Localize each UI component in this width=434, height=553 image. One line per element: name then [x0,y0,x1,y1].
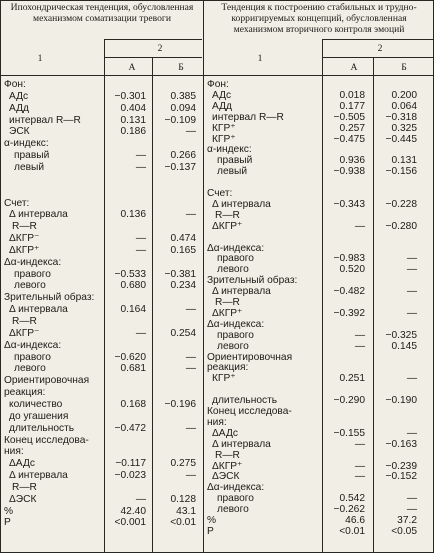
left-row-17-value-a: 0.680 [120,280,146,292]
left-ab-rule [104,57,202,58]
left-row-15-label: Δα-индекса: [4,256,62,268]
left-row-7-value-b: −0.137 [164,161,196,173]
left-row-35-value-a: — [135,493,146,505]
right-row-7-label: правый [217,155,253,167]
right-row-16-label: правого [217,253,254,265]
right-row-11-value-a: −0.343 [333,198,365,210]
right-row-10-label: Счет: [207,188,233,199]
right-row-4-value-a: 0.257 [339,122,365,134]
left-row-6-value-b: 0.266 [170,150,196,162]
right-row-4-value-b: 0.325 [391,122,417,134]
right-row-38-value-b: — [406,493,417,505]
right-row-5-value-a: −0.475 [333,133,365,145]
left-row-29-value-a: −0.472 [114,422,146,434]
left-row-2-label: АДд [9,102,29,114]
left-row-14-value-a: — [135,244,146,256]
left-row-23-label: правого [14,351,51,363]
left-row-35-label: ΔЭСК [9,493,37,505]
right-row-36-value-a: — [354,471,365,483]
left-row-29-label: длительность [9,422,75,434]
left-row-33-label: Δ интервала [9,470,68,482]
right-row-23-label: правого [217,329,254,341]
right-row-24-value-b: 0.145 [391,340,417,352]
left-row-3-value-b: −0.109 [164,114,196,126]
right-row-13-value-b: −0.280 [385,220,417,232]
right-row-23-value-a: — [354,329,365,341]
right-row-17-value-b: — [406,264,417,276]
left-row-23-value-a: −0.620 [114,351,146,363]
right-row-19-label: Δ интервала [212,286,271,298]
right-row-25-label: Ориентировочная [207,351,293,363]
left-row-19-label: Δ интервала [9,304,68,316]
right-row-2-value-b: 0.064 [391,100,417,112]
left-row-14-value-b: 0.165 [170,244,196,256]
top-rule [0,0,434,1]
right-row-29-value-b: −0.190 [385,395,417,407]
left-ab-divider [152,57,153,553]
left-row-10-label: Счет: [4,197,30,209]
left-group-title: Ипохондрическая тенденция, обусловленная механизмом соматизации тревоги [10,2,194,25]
left-row-17-value-b: 0.234 [170,280,196,292]
left-row-27-value-a: 0.168 [120,398,146,410]
left-row-33-value-a: −0.023 [114,470,146,482]
right-col-b: Б [401,62,407,73]
left-row-4-value-a: 0.186 [120,126,146,138]
right-row-1-label: АДс [212,89,232,101]
right-row-30-label: Конец исследова- [207,406,292,417]
left-row-37-value-a: <0.001 [114,517,146,529]
left-row-27-label: количество [9,398,63,410]
right-row-23-value-b: −0.325 [385,329,417,341]
left-row-19-value-a: 0.164 [120,304,146,316]
left-row-36-value-b: 43.1 [176,505,196,517]
right-group-title: Тенденция к построению стабильных и трудно-корригируемых концепций, обусловленная механизмом вторичного контроля эмоций [221,2,417,36]
left-row-28-label: до угашения [9,410,69,422]
right-row-13-value-a: — [354,220,365,232]
left-row-24-label: левого [14,363,46,375]
right-col-divider [322,39,323,553]
right-row-41-value-b: <0.05 [391,525,417,537]
right-row-5-label: КГР⁺ [212,133,236,145]
right-row-32-label: ΔАДс [212,427,238,439]
right-row-2-label: АДд [212,100,232,112]
left-row-24-value-a: 0.681 [120,363,146,375]
left-row-11-value-b: — [185,209,196,221]
right-row-16-value-b: — [406,253,417,265]
left-row-36-value-a: 42.40 [120,505,146,517]
left-row-0-label: Фон: [4,79,26,90]
right-row-26-label: реакция: [207,362,249,374]
right-header-sub-rule [322,39,434,40]
left-row-2-value-b: 0.094 [170,102,196,114]
right-row-20-label: R—R [215,297,240,308]
left-row-11-value-a: 0.136 [120,209,146,221]
right-row-19-value-b: — [406,286,417,298]
left-row-4-label: ЭСК [9,126,30,138]
left-row-25-label: Ориентировочная [4,375,90,387]
right-row-7-value-a: 0.936 [339,155,365,167]
right-row-34-label: R—R [215,449,240,461]
left-row-7-value-a: — [135,161,146,173]
header-bottom-rule [0,75,434,76]
right-row-8-label: левый [217,166,248,178]
right-row-40-value-a: 46.6 [345,515,365,526]
left-row-34-label: R—R [12,481,37,493]
left-row-7-label: левый [14,161,45,173]
left-header-sub-rule [104,39,202,40]
left-row-4-value-b: — [185,126,196,138]
left-row-16-value-a: −0.533 [114,268,146,280]
right-row-7-value-b: 0.131 [391,155,417,167]
left-row-35-value-b: 0.128 [170,493,196,505]
right-row-27-label: КГР⁺ [212,373,236,385]
right-col-2-index: 2 [377,43,383,54]
left-row-37-value-b: <0.01 [170,517,196,529]
right-row-12-label: R—R [215,209,240,221]
left-row-32-value-a: −0.117 [115,458,146,470]
left-row-12-label: R—R [12,221,37,233]
right-row-33-value-a: — [354,438,365,450]
left-row-32-label: ΔАДс [9,458,35,470]
left-row-29-value-b: — [185,422,196,434]
right-row-35-label: ΔКГР⁺ [212,460,243,472]
right-ab-rule [322,57,434,58]
left-row-24-value-b: — [185,363,196,375]
left-row-26-label: реакция: [4,387,46,399]
right-row-24-label: левого [217,340,249,352]
left-row-5-label: α-индекс: [4,138,49,150]
left-row-18-label: Зрительный образ: [4,292,95,304]
right-row-27-value-b: — [406,373,417,385]
left-row-30-label: Конец исследова- [4,434,89,446]
right-row-21-value-a: −0.392 [333,307,365,319]
right-row-33-value-b: −0.163 [385,438,417,450]
left-row-19-value-b: — [185,304,196,316]
left-row-37-label: P [4,517,11,529]
middle-divider [203,0,204,553]
right-row-40-label: % [207,515,217,526]
left-row-22-label: Δα-индекса: [4,339,62,351]
right-row-18-label: Зрительный образ: [207,275,298,287]
right-row-41-label: P [207,525,214,537]
right-row-33-label: Δ интервала [212,438,271,450]
right-row-15-label: Δα-индекса: [207,242,265,254]
left-col-b: Б [178,62,184,73]
right-row-32-value-a: −0.155 [333,427,365,439]
right-row-35-value-a: — [354,460,365,472]
left-row-20-label: R—R [12,316,37,327]
left-border [0,0,1,553]
left-row-16-label: правого [14,268,51,280]
left-row-13-label: ΔКГР⁻ [9,233,40,245]
right-row-40-value-b: 37.2 [397,515,417,526]
left-row-14-label: ΔКГР⁺ [9,244,40,256]
left-row-3-value-a: 0.131 [120,114,146,126]
right-row-39-value-b: — [406,504,417,516]
right-row-22-label: Δα-индекса: [207,318,265,330]
right-row-32-value-b: — [406,427,417,439]
right-row-3-label: интервал R—R [212,111,284,123]
left-row-13-value-b: 0.474 [170,233,196,245]
right-row-11-value-b: −0.228 [385,198,417,210]
right-row-5-value-b: −0.445 [385,133,417,145]
right-row-3-value-a: −0.505 [333,111,365,123]
right-row-3-value-b: −0.318 [385,111,417,123]
right-row-31-label: ния: [207,416,227,428]
right-row-6-label: α-индекс: [207,144,252,156]
right-row-13-label: ΔКГР⁺ [212,220,243,232]
right-row-24-value-a: — [354,340,365,352]
right-row-17-value-a: 0.520 [339,264,365,276]
right-ab-divider [373,57,374,553]
left-col-a: А [128,62,136,73]
left-row-27-value-b: −0.196 [164,398,196,410]
right-row-2-value-a: 0.177 [339,100,365,112]
right-row-35-value-b: −0.239 [385,460,417,472]
right-row-27-value-a: 0.251 [339,373,365,385]
right-col-a: А [350,62,358,73]
right-row-1-value-a: 0.018 [339,89,365,101]
right-row-8-value-b: −0.156 [385,166,417,178]
right-row-4-label: КГР⁺ [212,122,236,134]
right-row-38-label: правого [217,493,254,505]
left-row-3-label: интервал R—R [9,114,81,126]
left-row-33-value-b: — [185,470,196,482]
right-row-39-value-a: −0.262 [333,504,365,516]
left-row-32-value-b: 0.275 [170,458,196,470]
right-row-29-value-a: −0.290 [333,395,365,407]
right-row-39-label: левого [217,504,249,516]
left-row-17-label: левого [14,280,46,292]
right-row-8-value-a: −0.938 [333,166,365,178]
left-row-6-value-a: — [135,150,146,162]
right-row-36-value-b: −0.152 [385,471,417,483]
left-row-1-label: АДс [9,90,29,102]
left-col-index: 1 [37,53,43,64]
right-row-38-value-a: 0.542 [339,493,365,505]
left-row-1-value-a: −0.301 [114,90,146,102]
right-row-11-label: Δ интервала [212,198,271,210]
left-col-2-index: 2 [157,43,163,54]
right-row-0-label: Фон: [207,79,229,90]
right-row-36-label: ΔЭСК [212,471,240,483]
left-row-21-value-b: 0.254 [170,327,196,339]
left-row-2-value-a: 0.404 [120,102,146,114]
left-row-11-label: Δ интервала [9,209,68,221]
left-row-1-value-b: 0.385 [170,90,196,102]
left-row-21-value-a: — [135,327,146,339]
right-row-19-value-a: −0.482 [333,286,365,298]
right-row-29-label: длительность [212,395,278,407]
right-row-37-label: Δα-индекса: [207,482,265,494]
left-row-13-value-a: — [135,233,146,245]
right-row-21-label: ΔКГР⁺ [212,307,243,319]
right-col-index: 1 [257,53,263,64]
left-row-31-label: ния: [4,446,24,458]
left-row-16-value-b: −0.381 [164,268,196,280]
right-row-17-label: левого [217,264,249,276]
right-row-16-value-a: −0.983 [333,253,365,265]
left-row-6-label: правый [14,150,50,162]
left-col-divider [104,39,105,553]
left-row-36-label: % [4,505,14,517]
left-row-21-label: ΔКГР⁻ [9,327,40,339]
right-row-1-value-b: 0.200 [391,89,417,101]
right-row-21-value-b: — [406,307,417,319]
left-row-23-value-b: — [185,351,196,363]
right-row-41-value-a: <0.01 [339,525,365,537]
